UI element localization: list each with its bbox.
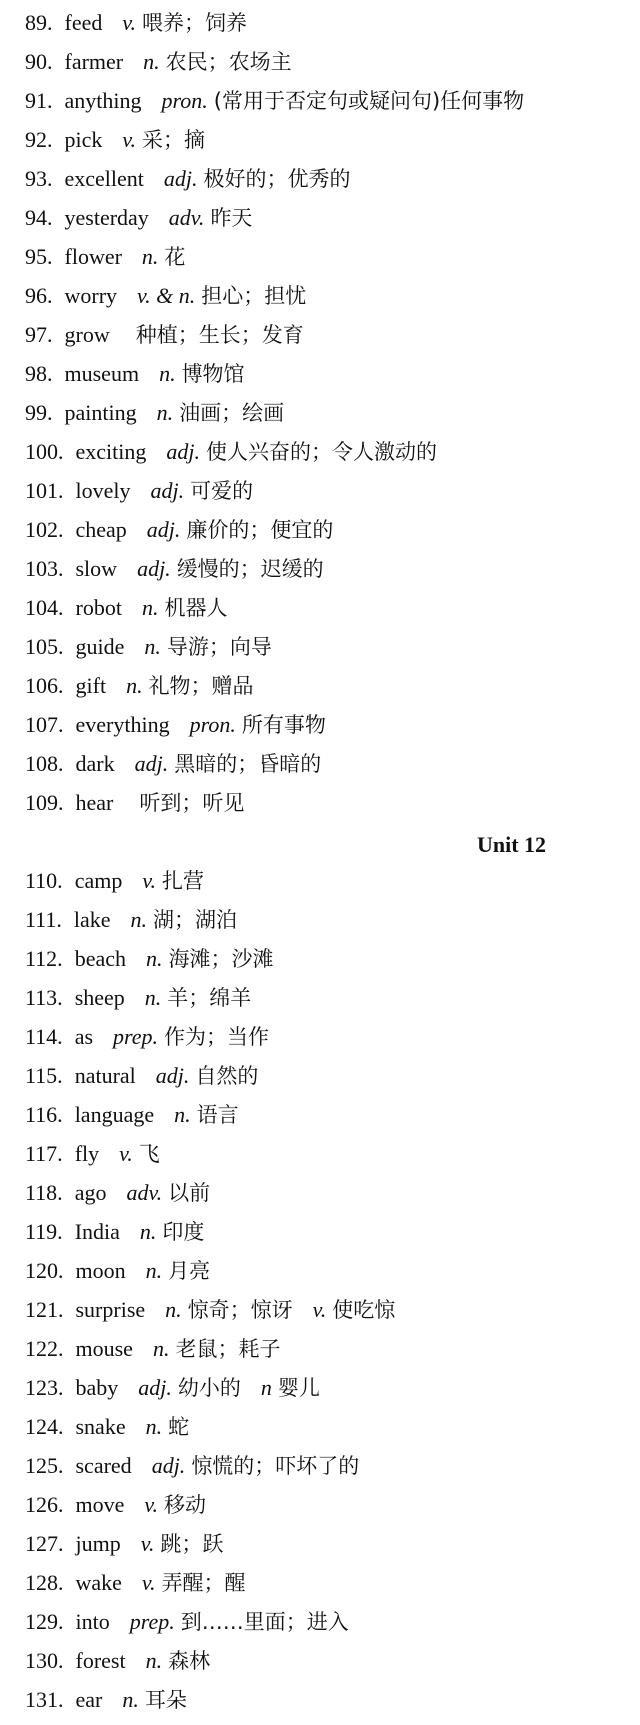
entry-part-of-speech: n. (145, 1258, 163, 1283)
entry-word: gift (75, 673, 107, 698)
entry-word: jump (75, 1531, 121, 1556)
entry-part-of-speech: adv. (168, 205, 205, 230)
entry-number: 107. (25, 712, 64, 737)
vocab-entry (25, 1017, 269, 1056)
vocab-entry (25, 120, 205, 159)
entry-number: 96. (25, 283, 53, 308)
entry-part-of-speech: adj. (137, 556, 171, 581)
entry-definition: 湖；湖泊 (153, 908, 238, 932)
entry-definition: 飞 (138, 1142, 160, 1166)
vocab-entry (25, 861, 204, 900)
entry-definition: 昨天 (210, 206, 253, 230)
entry-word: fly (74, 1141, 100, 1166)
entry-part-of-speech: prep. (129, 1609, 175, 1634)
entry-part-of-speech: n. (144, 634, 161, 659)
entry-number: 127. (25, 1531, 64, 1556)
entry-number: 115. (25, 1063, 63, 1088)
vocab-entry (25, 81, 524, 120)
entry-part-of-speech: v. (122, 127, 137, 152)
vocab-entry (25, 1095, 239, 1134)
entry-word: ear (75, 1687, 103, 1712)
entry-definition: 黑暗的；昏暗的 (174, 752, 322, 776)
entry-definition: 花 (164, 245, 186, 269)
entry-word: farmer (64, 49, 124, 74)
vocab-entry (25, 705, 326, 744)
entry-definition: 幼小的 (177, 1376, 241, 1400)
entry-number: 121. (25, 1297, 64, 1322)
entry-definition: 扎营 (161, 869, 204, 893)
entry-number: 99. (25, 400, 53, 425)
entry-word: beach (74, 946, 126, 971)
entry-word: baby (75, 1375, 119, 1400)
entry-definition: 担心；担忧 (201, 284, 307, 308)
vocab-entry (25, 510, 333, 549)
entry-part-of-speech: n. (126, 673, 143, 698)
entry-word: camp (74, 868, 123, 893)
entry-number: 97. (25, 322, 53, 347)
entry-word: painting (64, 400, 137, 425)
entry-part-of-speech: v. (122, 10, 136, 35)
entry-definition: 月亮 (168, 1259, 211, 1283)
entry-word: scared (75, 1453, 132, 1478)
vocab-entry (25, 1563, 246, 1602)
entry-definition: 羊；绵羊 (167, 986, 252, 1010)
entry-part-of-speech: pron. (189, 712, 236, 737)
entry-word: lovely (75, 478, 131, 503)
entry-number: 125. (25, 1453, 64, 1478)
entry-word: wake (75, 1570, 122, 1595)
vocab-entry (25, 1524, 223, 1563)
entry-definition: 极好的；优秀的 (203, 167, 351, 191)
vocab-entry (25, 1134, 160, 1173)
entry-number: 104. (25, 595, 64, 620)
entry-number: 92. (25, 127, 53, 152)
entry-definition: 跳；跃 (160, 1532, 224, 1556)
entry-number: 118. (25, 1180, 63, 1205)
entry-part-of-speech: v. (144, 1492, 159, 1517)
vocab-entry (25, 588, 227, 627)
entry-number: 91. (25, 88, 53, 113)
entry-number: 120. (25, 1258, 64, 1283)
entry-number: 128. (25, 1570, 64, 1595)
entry-definition: 博物馆 (181, 362, 245, 386)
vocab-entry (25, 666, 254, 705)
entry-part-of-speech: pron. (161, 88, 208, 113)
vocab-entry (25, 276, 306, 315)
entry-number: 131. (25, 1687, 64, 1712)
entry-word: natural (74, 1063, 136, 1088)
vocab-entry (25, 159, 351, 198)
entry-word: India (74, 1219, 120, 1244)
entry-definition: 缓慢的；迟缓的 (176, 557, 324, 581)
entry-word: robot (75, 595, 122, 620)
entry-definition: 印度 (162, 1220, 205, 1244)
entry-word: snake (75, 1414, 126, 1439)
entry-definition: 喂养；饲养 (142, 11, 247, 35)
entry-definition: 移动 (164, 1493, 207, 1517)
entry-number: 93. (25, 166, 53, 191)
vocab-entry (25, 1446, 359, 1485)
entry-number: 90. (25, 49, 53, 74)
entry-word: forest (75, 1648, 126, 1673)
vocab-entry (25, 1602, 349, 1641)
entry-part-of-speech: n. (145, 1414, 163, 1439)
entry-word: feed (64, 10, 103, 35)
entry-number: 108. (25, 751, 64, 776)
vocab-entry (25, 198, 252, 237)
vocab-entry (25, 1641, 210, 1680)
entry-word: flower (64, 244, 122, 269)
entry-definition: 所有事物 (241, 713, 326, 737)
entry-part-of-speech: n. (139, 1219, 157, 1244)
entry-definition: 农民；农场主 (165, 50, 292, 74)
entry-part-of-speech: adj. (151, 1453, 186, 1478)
entry-number: 106. (25, 673, 64, 698)
entry-definition-2: 婴儿 (277, 1376, 320, 1400)
vocab-entry (25, 744, 321, 783)
vocab-entry (25, 1173, 210, 1212)
entry-word: anything (64, 88, 142, 113)
entry-definition: 海滩；沙滩 (168, 947, 274, 971)
entry-number: 95. (25, 244, 53, 269)
vocab-entry (25, 939, 273, 978)
entry-word: cheap (75, 517, 127, 542)
entry-part-of-speech: n. (122, 1687, 139, 1712)
entry-word: everything (75, 712, 170, 737)
entry-word: surprise (75, 1297, 146, 1322)
vocab-entry (25, 1212, 204, 1251)
entry-definition: 惊慌的；吓坏了的 (191, 1454, 360, 1478)
entry-part-of-speech: adj. (150, 478, 185, 503)
entry-word: dark (75, 751, 115, 776)
entry-part-of-speech: n. (144, 985, 162, 1010)
entry-definition: 采；摘 (142, 128, 206, 152)
entry-number: 113. (25, 985, 63, 1010)
entry-part-of-speech: n. (145, 1648, 163, 1673)
entry-part-of-speech: n. (152, 1336, 170, 1361)
entry-number: 130. (25, 1648, 64, 1673)
entry-number: 119. (25, 1219, 63, 1244)
vocab-entry (25, 1485, 206, 1524)
entry-number: 111. (25, 907, 62, 932)
entry-word: guide (75, 634, 125, 659)
entry-definition: 机器人 (164, 596, 228, 620)
entry-word: move (75, 1492, 125, 1517)
vocab-entry (25, 1290, 395, 1329)
entry-number: 116. (25, 1102, 63, 1127)
entry-part-of-speech: adj. (155, 1063, 190, 1088)
vocab-entry (25, 432, 437, 471)
entry-definition: 惊奇；惊讶 (187, 1298, 293, 1322)
vocab-entry (25, 3, 247, 42)
entry-definition-2: 使吃惊 (332, 1298, 396, 1322)
entry-part-of-speech: n. (165, 1297, 182, 1322)
vocab-entry (25, 237, 185, 276)
entry-definition: 弄醒；醒 (161, 1571, 246, 1595)
vocab-entry (25, 1407, 189, 1446)
entry-definition: 语言 (196, 1103, 239, 1127)
entry-definition: 可爱的 (190, 479, 254, 503)
entry-part-of-speech: adj. (166, 439, 200, 464)
entry-definition: 作为；当作 (164, 1025, 270, 1049)
vocab-entry (25, 900, 237, 939)
vocab-entry (25, 1680, 187, 1719)
entry-part-of-speech: n. (141, 244, 159, 269)
vocab-entry (25, 42, 292, 81)
entry-number: 109. (25, 790, 64, 815)
entry-number: 122. (25, 1336, 64, 1361)
entry-word: moon (75, 1258, 126, 1283)
entry-part-of-speech: v. (119, 1141, 133, 1166)
entry-part-of-speech: adj. (134, 751, 169, 776)
entry-number: 124. (25, 1414, 64, 1439)
entry-part-of-speech: v. (141, 1570, 156, 1595)
entry-definition: 到……里面；进入 (180, 1610, 349, 1634)
vocab-entry (25, 1368, 320, 1407)
entry-word: sheep (74, 985, 125, 1010)
entry-part-of-speech: v. & n. (137, 283, 196, 308)
entry-definition: 自然的 (195, 1064, 259, 1088)
entry-definition: (常用于否定句或疑问句)任何事物 (213, 89, 525, 113)
vocab-entry (25, 978, 251, 1017)
entry-word: as (74, 1024, 94, 1049)
entry-word: yesterday (64, 205, 149, 230)
entry-definition: 种植；生长；发育 (135, 323, 304, 347)
vocab-entry (25, 627, 272, 666)
entry-number: 101. (25, 478, 64, 503)
vocab-entry (25, 1329, 280, 1368)
entry-word: mouse (75, 1336, 133, 1361)
entry-part-of-speech: n. (159, 361, 176, 386)
vocab-entry (25, 783, 244, 822)
entry-definition: 以前 (168, 1181, 211, 1205)
entry-number: 103. (25, 556, 64, 581)
entry-part-of-speech: n. (141, 595, 159, 620)
entry-part-of-speech: v. (142, 868, 156, 893)
entry-part-of-speech: adj. (138, 1375, 172, 1400)
entry-number: 110. (25, 868, 63, 893)
entry-part-of-speech: v. (140, 1531, 155, 1556)
vocab-entry (25, 315, 304, 354)
entry-part-of-speech: n. (143, 49, 160, 74)
entry-part-of-speech: prep. (113, 1024, 159, 1049)
entry-word: pick (64, 127, 103, 152)
entry-word: excellent (64, 166, 144, 191)
entry-definition: 导游；向导 (166, 635, 272, 659)
entry-number: 126. (25, 1492, 64, 1517)
entry-definition: 森林 (168, 1649, 211, 1673)
entry-word: hear (75, 790, 114, 815)
entry-definition: 耳朵 (144, 1688, 187, 1712)
vocab-entry (25, 354, 245, 393)
vocab-entry (25, 393, 284, 432)
vocab-entry (25, 1056, 258, 1095)
entry-number: 100. (25, 439, 64, 464)
entry-definition: 油画；绘画 (179, 401, 285, 425)
entry-part-of-speech-2: v. (312, 1297, 327, 1322)
entry-part-of-speech: adj. (146, 517, 181, 542)
entry-part-of-speech-2: n (260, 1375, 272, 1400)
entry-number: 102. (25, 517, 64, 542)
entry-definition: 蛇 (168, 1415, 190, 1439)
entry-part-of-speech: n. (145, 946, 163, 971)
entry-word: worry (64, 283, 118, 308)
entry-word: exciting (75, 439, 147, 464)
entry-word: museum (64, 361, 140, 386)
entry-number: 123. (25, 1375, 64, 1400)
vocab-entry (25, 549, 324, 588)
vocab-entry (25, 471, 253, 510)
entry-word: language (74, 1102, 155, 1127)
entry-word: into (75, 1609, 110, 1634)
entry-word: lake (73, 907, 111, 932)
entry-word: grow (64, 322, 110, 347)
entry-number: 98. (25, 361, 53, 386)
entry-number: 129. (25, 1609, 64, 1634)
unit-heading: Unit 12 (477, 832, 547, 857)
entry-number: 112. (25, 946, 63, 971)
entry-number: 117. (25, 1141, 63, 1166)
entry-definition: 老鼠；耗子 (175, 1337, 281, 1361)
entry-definition: 礼物；赠品 (148, 674, 254, 698)
entry-number: 94. (25, 205, 53, 230)
entry-part-of-speech: n. (174, 1102, 191, 1127)
entry-word: slow (75, 556, 118, 581)
entry-number: 114. (25, 1024, 63, 1049)
vocab-entry (25, 1251, 210, 1290)
entry-number: 105. (25, 634, 64, 659)
entry-part-of-speech: adv. (126, 1180, 163, 1205)
entry-number: 89. (25, 10, 53, 35)
entry-word: ago (74, 1180, 107, 1205)
entry-definition: 听到；听见 (139, 791, 245, 815)
entry-definition: 廉价的；便宜的 (186, 518, 334, 542)
entry-part-of-speech: n. (156, 400, 174, 425)
entry-part-of-speech: adj. (163, 166, 198, 191)
entry-definition: 使人兴奋的；令人激动的 (206, 440, 437, 464)
entry-part-of-speech: n. (130, 907, 148, 932)
